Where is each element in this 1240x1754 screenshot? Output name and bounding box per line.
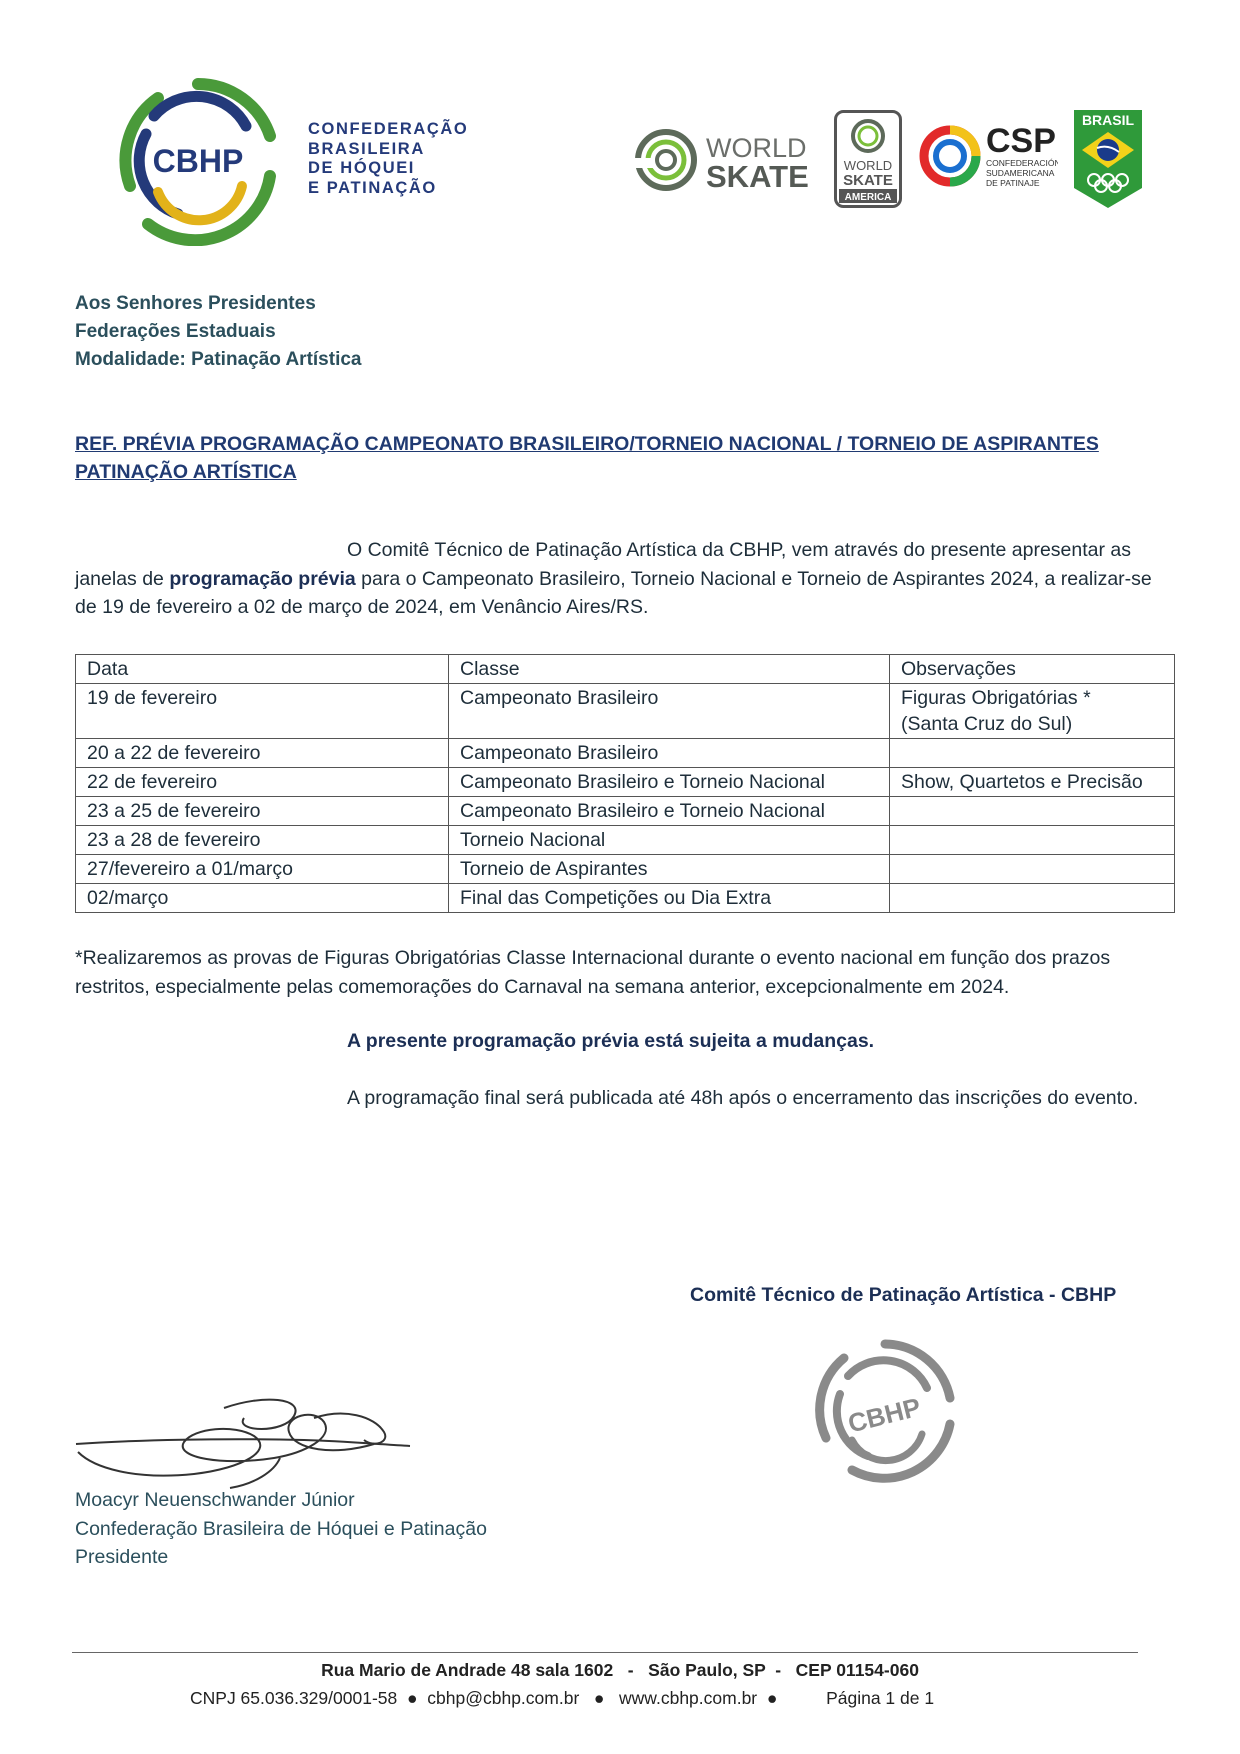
table-row: [76, 768, 1175, 797]
table-cell: Final das Competições ou Dia Extra: [449, 884, 890, 913]
table-cell: [890, 855, 1175, 884]
table-cell: [890, 826, 1175, 855]
wsa-word: AMERICA: [844, 192, 892, 203]
footnote-paragraph: *Realizaremos as provas de Figuras Obrigatórias Classe Internacional durante o evento nacional em função dos prazos restritos, especialmente pelas comemorações do Carnaval na semana anterior, excepcionalmente em 2024.: [75, 947, 1111, 998]
table-cell: 23 a 28 de fevereiro: [76, 826, 449, 855]
footer-website: www.cbhp.com.br: [619, 1688, 758, 1708]
table-cell: Show, Quartetos e Precisão: [890, 768, 1175, 797]
table-row: [76, 739, 1175, 768]
table-cell: [890, 739, 1175, 768]
footer-page-number: Página 1 de 1: [826, 1688, 935, 1708]
bullet-icon: ●: [579, 1688, 620, 1708]
handwritten-signature: [74, 1388, 414, 1496]
table-cell: Torneio Nacional: [449, 826, 890, 855]
signer-name: Moacyr Neuenschwander Júnior: [75, 1489, 355, 1511]
world-skate-word: WORLD: [706, 133, 807, 163]
footer-contacts: [190, 1688, 934, 1709]
addressee-line: Modalidade: Patinação Artística: [75, 349, 362, 370]
bullet-icon: ●: [397, 1688, 428, 1708]
table-cell: 20 a 22 de fevereiro: [76, 739, 449, 768]
csp-word: CONFEDERACIÓN: [986, 158, 1058, 168]
signer-organization: Confederação Brasileira de Hóquei e Patinação: [75, 1517, 487, 1540]
csp-word: SUDAMERICANA: [986, 168, 1055, 178]
reference-line: REF. PRÉVIA PROGRAMAÇÃO CAMPEONATO BRASILEIRO/TORNEIO NACIONAL / TORNEIO DE ASPIRANTES: [75, 433, 1099, 455]
table-header-cell: Classe: [449, 655, 890, 684]
table-header-cell: Data: [76, 655, 449, 684]
table-cell: 22 de fevereiro: [76, 768, 449, 797]
world-skate-logo: [634, 124, 816, 194]
cbhp-name-line: E PATINAÇÃO: [308, 178, 437, 197]
reference-heading: [75, 430, 1135, 486]
addressee-block: [75, 290, 361, 374]
table-header-cell: Observações: [890, 655, 1175, 684]
csp-logo: [918, 118, 1058, 196]
signer-title: Presidente: [75, 1546, 169, 1568]
stamp-text: CBHP: [844, 1391, 924, 1439]
table-cell: Campeonato Brasileiro: [449, 739, 890, 768]
footer-divider: [72, 1652, 1138, 1653]
wsa-word: SKATE: [843, 172, 893, 189]
cbhp-stamp: [812, 1338, 958, 1484]
table-row: [76, 855, 1175, 884]
cbhp-name-line: CONFEDERAÇÃO: [308, 120, 469, 138]
intro-paragraph: [75, 536, 1165, 622]
world-skate-word: SKATE: [706, 159, 809, 194]
final-notice-text: A programação final será publicada até 48h após o encerramento das inscrições do evento.: [347, 1087, 1139, 1109]
bullet-icon: ●: [757, 1688, 827, 1708]
csp-word: CSP: [986, 122, 1056, 160]
cbhp-name-line: BRASILEIRA: [308, 139, 425, 158]
table-cell: Campeonato Brasileiro e Torneio Nacional: [449, 797, 890, 826]
table-cell: [890, 797, 1175, 826]
final-notice-paragraph: [75, 1084, 1165, 1113]
world-skate-america-logo: [834, 110, 902, 208]
schedule-table: [75, 654, 1175, 913]
table-cell: Figuras Obrigatórias * (Santa Cruz do Sul): [890, 684, 1175, 739]
table-cell: Campeonato Brasileiro: [449, 684, 890, 739]
footer-email: cbhp@cbhp.com.br: [427, 1688, 580, 1708]
brasil-olympic-logo: [1074, 110, 1142, 208]
cbhp-logo-text: CBHP: [152, 143, 244, 179]
addressee-line: Federações Estaduais: [75, 321, 276, 342]
reference-line: PATINAÇÃO ARTÍSTICA: [75, 461, 297, 483]
addressee-line: Aos Senhores Presidentes: [75, 293, 316, 314]
table-row: [76, 684, 1175, 739]
cbhp-logo: [118, 76, 278, 246]
cbhp-full-name: [308, 120, 468, 198]
table-cell: Torneio de Aspirantes: [449, 855, 890, 884]
footer-cnpj: CNPJ 65.036.329/0001-58: [190, 1688, 398, 1708]
table-cell: 27/fevereiro a 01/março: [76, 855, 449, 884]
table-cell: [890, 884, 1175, 913]
warning-text: A presente programação prévia está sujeita a mudanças.: [347, 1030, 875, 1052]
csp-word: DE PATINAJE: [986, 178, 1040, 188]
table-cell: Campeonato Brasileiro e Torneio Nacional: [449, 768, 890, 797]
brasil-word: BRASIL: [1081, 112, 1135, 128]
table-cell: 23 a 25 de fevereiro: [76, 797, 449, 826]
intro-bold-text: programação prévia: [169, 567, 356, 590]
table-header-row: [76, 655, 1175, 684]
table-row: [76, 797, 1175, 826]
table-row: [76, 826, 1175, 855]
table-cell: 02/março: [76, 884, 449, 913]
cbhp-name-line: DE HÓQUEI: [308, 159, 415, 177]
committee-signature-line: Comitê Técnico de Patinação Artística - CBHP: [690, 1284, 1117, 1306]
table-row: [76, 884, 1175, 913]
table-cell: 19 de fevereiro: [76, 684, 449, 739]
signer-block: [75, 1486, 487, 1572]
wsa-word: WORLD: [843, 158, 893, 173]
footer-address: Rua Mario de Andrade 48 sala 1602 - São Paulo, SP - CEP 01154-060: [321, 1660, 919, 1680]
intro-text: O Comitê Técnico de Patinação Artística da CBHP, vem através do presente apresentar as janelas de: [75, 539, 1132, 590]
intro-text: para o Campeonato Brasileiro, Torneio Nacional e Torneio de Aspirantes 2024, a realizar-se de 19 de fevereiro a 02 de março de 2024, em Venâncio Aires/RS.: [75, 567, 1152, 618]
